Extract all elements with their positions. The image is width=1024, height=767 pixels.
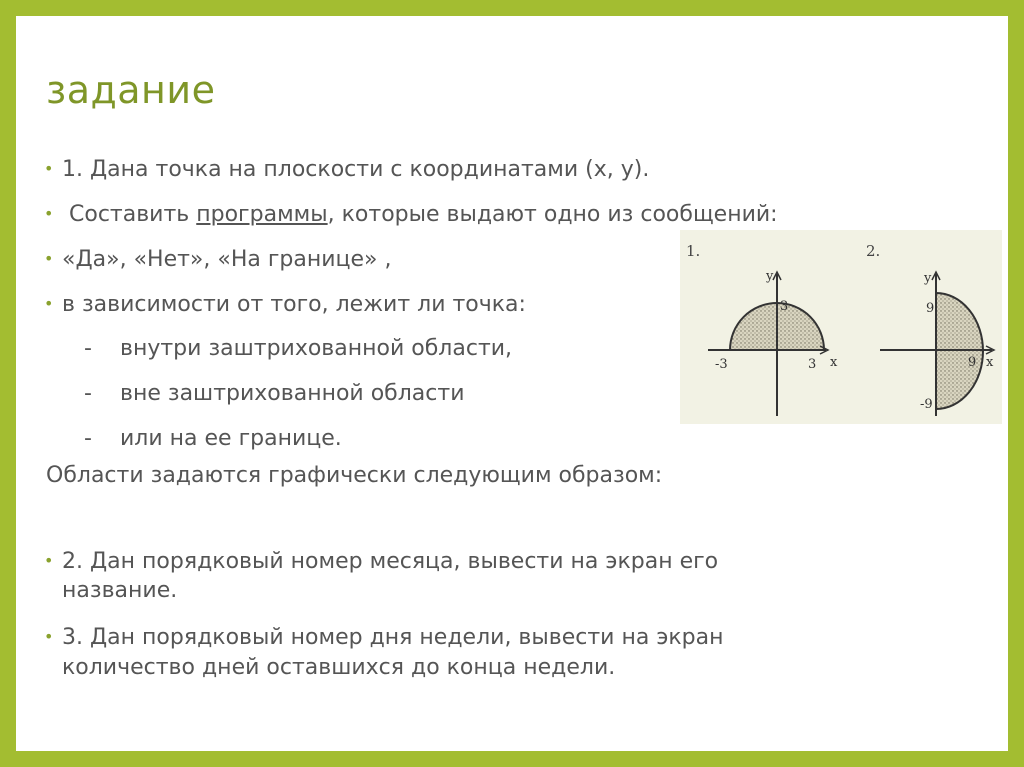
fig1-label: 1. bbox=[686, 242, 701, 260]
dash-item bbox=[84, 379, 465, 409]
fig2-label: 2. bbox=[866, 242, 881, 260]
task1-line1 bbox=[44, 154, 649, 185]
task1-text-post: , которые выдают одно из сообщений: bbox=[327, 202, 778, 227]
task2-line2: название. bbox=[62, 578, 178, 603]
task1-line4 bbox=[44, 289, 526, 320]
task3-line2: количество дней оставшихся до конца недели. bbox=[62, 655, 616, 680]
fig1-left-label: -3 bbox=[715, 357, 728, 372]
fig2-right-label: 9 bbox=[968, 355, 977, 370]
bullet-icon: • bbox=[44, 249, 54, 268]
dash-item-text: внутри заштрихованной области, bbox=[120, 336, 513, 361]
bullet-icon: • bbox=[44, 204, 54, 223]
task2-text: 2. Дан порядковый номер месяца, вывести на экран его bbox=[62, 549, 719, 574]
regions-figure bbox=[680, 230, 1002, 424]
fig1-right-label: 3 bbox=[808, 357, 817, 372]
slide bbox=[16, 16, 1008, 751]
task3-line1 bbox=[44, 622, 724, 653]
dash-item bbox=[84, 334, 512, 364]
dash-icon: - bbox=[84, 381, 92, 406]
fig2-bottom-label: -9 bbox=[920, 397, 933, 412]
bullet-icon: • bbox=[44, 294, 54, 313]
dash-icon: - bbox=[84, 336, 92, 361]
task1-text: 1. Дана точка на плоскости с координатами (x, y). bbox=[62, 157, 650, 182]
areas-line: Области задаются графически следующим образом: bbox=[46, 463, 663, 488]
fig2-y-label: y bbox=[924, 271, 932, 286]
dash-item-text: или на ее границе. bbox=[120, 426, 342, 451]
fig2-x-label: x bbox=[986, 355, 994, 370]
regions-figure-svg bbox=[680, 230, 1002, 424]
answers-text: «Да», «Нет», «На границе» , bbox=[62, 247, 392, 272]
slide-title: задание bbox=[46, 68, 216, 112]
fig1-top-label: 3 bbox=[780, 299, 789, 314]
bullet-icon: • bbox=[44, 159, 54, 178]
condition-text: в зависимости от того, лежит ли точка: bbox=[62, 292, 526, 317]
dash-item bbox=[84, 424, 342, 454]
task1-line3 bbox=[44, 244, 392, 275]
bullet-icon: • bbox=[44, 551, 54, 570]
programs-link[interactable]: программы bbox=[196, 202, 328, 227]
fig1-y-label: y bbox=[766, 269, 774, 284]
task3-text: 3. Дан порядковый номер дня недели, вывести на экран bbox=[62, 625, 724, 650]
task1-line2 bbox=[44, 199, 778, 230]
task2-line1 bbox=[44, 546, 718, 577]
fig1-x-label: x bbox=[830, 355, 838, 370]
task1-text-pre: Составить bbox=[62, 202, 197, 227]
bullet-icon: • bbox=[44, 627, 54, 646]
dash-item-text: вне заштрихованной области bbox=[120, 381, 465, 406]
dash-icon: - bbox=[84, 426, 92, 451]
fig2-top-label: 9 bbox=[926, 301, 935, 316]
